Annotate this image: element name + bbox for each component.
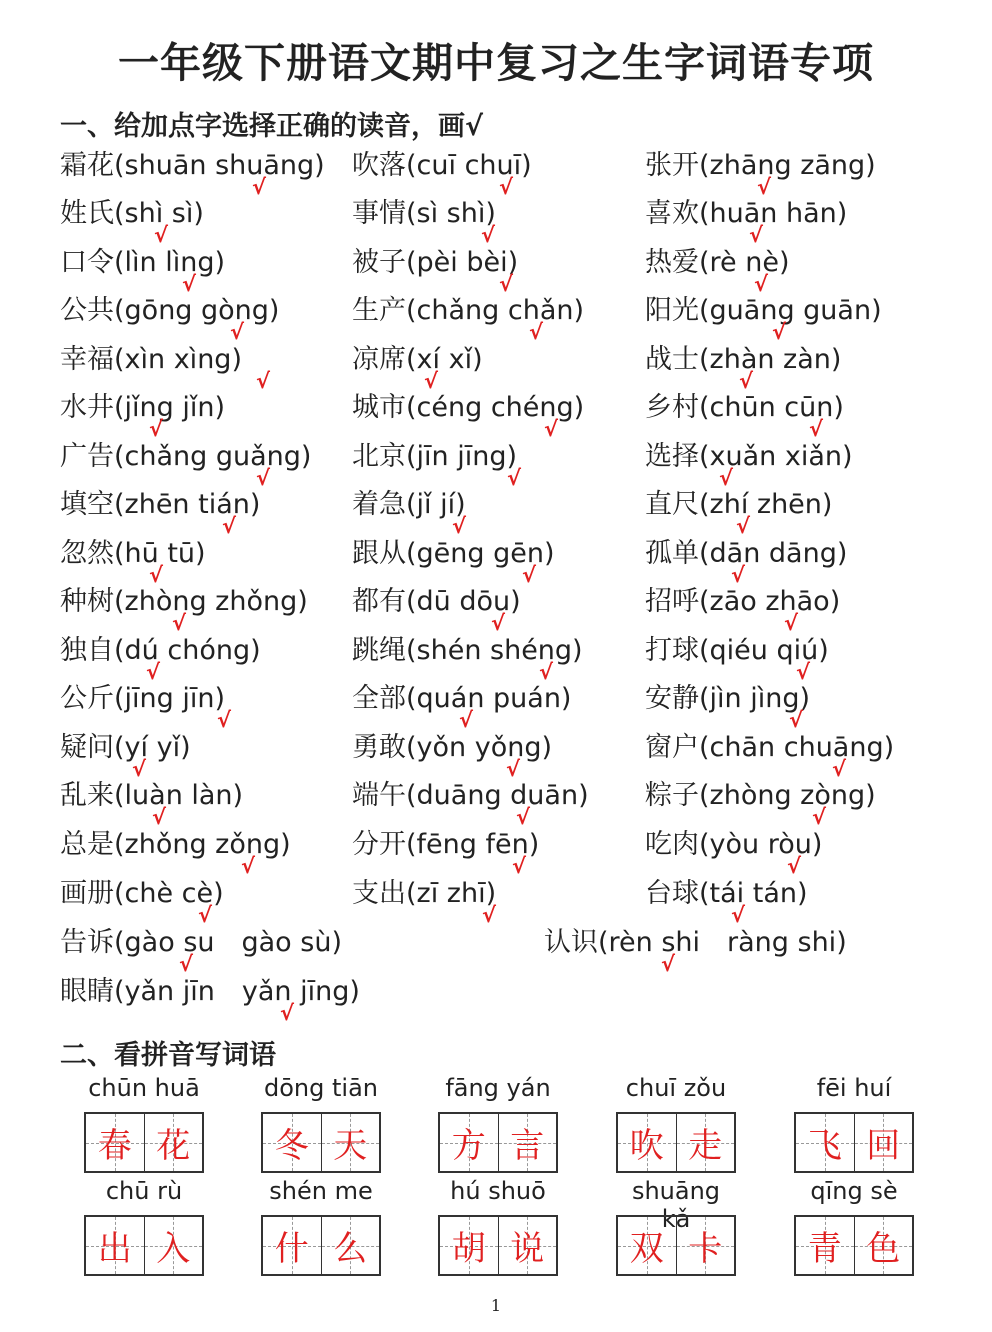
answer-character: 青 [807,1229,842,1269]
reading-item: 口令(lìn lìng) [60,247,226,278]
writing-box [261,1215,381,1276]
check-mark: √ [784,611,799,635]
check-mark: √ [217,708,232,732]
check-mark: √ [719,466,734,490]
check-mark: √ [507,466,522,490]
answer-character: 胡 [451,1229,486,1269]
writing-box [84,1215,204,1276]
answer-character: 么 [333,1229,368,1269]
check-mark: √ [529,320,544,344]
answer-character: 冬 [274,1126,309,1166]
check-mark: √ [424,369,439,393]
tian-grid-cell [796,1217,854,1274]
reading-item: 乡村(chūn cūn) [645,392,844,423]
check-mark: √ [522,563,537,587]
reading-item: 全部(quán puán) [352,683,572,714]
check-mark: √ [499,272,514,296]
check-mark: √ [757,175,772,199]
reading-item: 阳光(guāng guān) [645,295,882,326]
reading-item: 生产(chǎng chǎn) [352,295,585,326]
reading-item: 总是(zhǒng zǒng) [60,829,291,860]
check-mark: √ [149,563,164,587]
pinyin-label: fāng yán [445,1074,551,1102]
check-mark: √ [132,757,147,781]
pinyin-label: shén me [269,1177,373,1205]
check-mark: √ [832,757,847,781]
check-mark: √ [731,563,746,587]
check-mark: √ [182,272,197,296]
tian-grid-cell [321,1114,380,1171]
check-mark: √ [172,611,187,635]
reading-item: 姓氏(shì sì) [60,198,204,229]
answer-character: 飞 [807,1126,842,1166]
reading-item: 独自(dú chóng) [60,635,261,666]
tian-grid-cell [144,1114,203,1171]
writing-box [794,1215,914,1276]
page-number: 1 [490,1296,502,1315]
reading-item: 被子(pèi bèi) [352,247,519,278]
check-mark: √ [499,175,514,199]
pinyin-label: fēi huí [816,1074,892,1102]
answer-character: 入 [156,1229,191,1269]
tian-grid-cell [854,1114,913,1171]
check-mark: √ [452,514,467,538]
tian-grid-cell [263,1114,321,1171]
tian-grid-cell [676,1114,735,1171]
pinyin-label: chuī zǒu [625,1074,727,1102]
reading-item: 直尺(zhí zhēn) [645,489,833,520]
writing-box [438,1215,558,1276]
reading-item: 台球(tái tán) [645,878,808,909]
answer-character: 卡 [688,1229,723,1269]
check-mark: √ [154,223,169,247]
reading-item: 吃肉(yòu ròu) [645,829,823,860]
tian-grid-cell [498,1114,557,1171]
answer-character: 色 [866,1229,901,1269]
reading-item: 画册(chè cè) [60,878,224,909]
tian-grid-cell [440,1114,498,1171]
reading-item: 凉席(xí xǐ) [352,344,483,375]
writing-box [616,1215,736,1276]
check-mark: √ [812,805,827,829]
check-mark: √ [516,805,531,829]
reading-item: 窗户(chān chuāng) [645,732,895,763]
check-mark: √ [256,466,271,490]
check-mark: √ [459,708,474,732]
check-mark: √ [796,660,811,684]
pinyin-label: chūn huā [88,1074,200,1102]
reading-item: 跳绳(shén shéng) [352,635,583,666]
tian-grid-cell [86,1114,144,1171]
check-mark: √ [809,417,824,441]
check-mark: √ [787,854,802,878]
writing-box [261,1112,381,1173]
reading-item: 选择(xuǎn xiǎn) [645,441,853,472]
check-mark: √ [146,660,161,684]
answer-character: 双 [629,1229,664,1269]
answer-character: 走 [688,1126,723,1166]
check-mark: √ [512,854,527,878]
check-mark: √ [736,514,751,538]
reading-item: 吹落(cuī chuī) [352,150,532,181]
tian-grid-cell [676,1217,735,1274]
section2-heading: 二、看拼音写词语 [60,1040,276,1071]
answer-character: 什 [274,1229,309,1269]
reading-item: 勇敢(yǒn yǒng) [352,732,553,763]
answer-character: 出 [97,1229,132,1269]
reading-item: 认识(rèn shi ràng shi) [544,927,847,958]
check-mark: √ [661,952,676,976]
reading-item: 战士(zhàn zàn) [645,344,842,375]
answer-character: 天 [333,1126,368,1166]
reading-item: 告诉(gào su gào sù) [60,927,342,958]
check-mark: √ [482,903,497,927]
reading-item: 张开(zhāng zāng) [645,150,876,181]
answer-character: 言 [510,1126,545,1166]
reading-item: 填空(zhēn tián) [60,489,261,520]
check-mark: √ [179,952,194,976]
writing-box [794,1112,914,1173]
reading-item: 粽子(zhòng zòng) [645,780,876,811]
reading-item: 事情(sì shì) [352,198,496,229]
tian-grid-cell [854,1217,913,1274]
tian-grid-cell [86,1217,144,1274]
check-mark: √ [230,320,245,344]
tian-grid-cell [618,1217,676,1274]
check-mark: √ [754,272,769,296]
tian-grid-cell [618,1114,676,1171]
reading-item: 孤单(dān dāng) [645,538,848,569]
answer-character: 方 [451,1126,486,1166]
pinyin-label: shuāng kǎ [631,1177,721,1233]
check-mark: √ [789,708,804,732]
check-mark: √ [241,854,256,878]
tian-grid-cell [144,1217,203,1274]
pinyin-label: hú shuō [450,1177,546,1205]
reading-item: 支出(zī zhī) [352,878,497,909]
reading-item: 种树(zhòng zhǒng) [60,586,308,617]
tian-grid-cell [321,1217,380,1274]
reading-item: 公共(gōng gòng) [60,295,280,326]
answer-character: 说 [510,1229,545,1269]
check-mark: √ [256,369,271,393]
reading-item: 乱来(luàn làn) [60,780,244,811]
pinyin-label: dōng tiān [264,1074,378,1102]
check-mark: √ [539,660,554,684]
check-mark: √ [731,903,746,927]
reading-item: 打球(qiéu qiú) [645,635,829,666]
check-mark: √ [491,611,506,635]
reading-item: 分开(fēng fēn) [352,829,540,860]
check-mark: √ [280,1001,295,1025]
reading-item: 招呼(zāo zhāo) [645,586,841,617]
reading-item: 城市(céng chéng) [352,392,585,423]
check-mark: √ [506,757,521,781]
reading-item: 幸福(xìn xìng) [60,344,242,375]
reading-item: 喜欢(huān hān) [645,198,848,229]
tian-grid-cell [498,1217,557,1274]
tian-grid-cell [796,1114,854,1171]
check-mark: √ [749,223,764,247]
reading-item: 忽然(hū tū) [60,538,206,569]
reading-item: 眼睛(yǎn jīn yǎn jīng) [60,976,360,1007]
answer-character: 春 [97,1126,132,1166]
writing-box [616,1112,736,1173]
check-mark: √ [739,369,754,393]
reading-item: 着急(jǐ jí) [352,489,466,520]
reading-item: 水井(jǐng jǐn) [60,392,226,423]
reading-item: 跟从(gēng gēn) [352,538,555,569]
writing-box [84,1112,204,1173]
answer-character: 花 [156,1126,191,1166]
check-mark: √ [772,320,787,344]
reading-item: 疑问(yí yǐ) [60,732,191,763]
check-mark: √ [544,417,559,441]
check-mark: √ [252,175,267,199]
reading-item: 北京(jīn jīng) [352,441,518,472]
reading-item: 公斤(jīng jīn) [60,683,226,714]
reading-item: 热爱(rè nè) [645,247,790,278]
pinyin-label: qīng sè [810,1177,898,1205]
check-mark: √ [152,805,167,829]
reading-item: 都有(dū dōu) [352,586,521,617]
check-mark: √ [198,903,213,927]
reading-item: 安静(jìn jìng) [645,683,811,714]
reading-item: 广告(chǎng guǎng) [60,441,312,472]
tian-grid-cell [263,1217,321,1274]
page-title: 一年级下册语文期中复习之生字词语专项 [118,39,874,87]
tian-grid-cell [440,1217,498,1274]
reading-item: 霜花(shuān shuāng) [60,150,325,181]
check-mark: √ [149,417,164,441]
answer-character: 回 [866,1126,901,1166]
pinyin-label: chū rù [105,1177,183,1205]
section1-heading: 一、给加点字选择正确的读音，画√ [60,111,484,142]
writing-box [438,1112,558,1173]
reading-item: 端午(duāng duān) [352,780,589,811]
check-mark: √ [481,223,496,247]
check-mark: √ [222,514,237,538]
answer-character: 吹 [629,1126,664,1166]
